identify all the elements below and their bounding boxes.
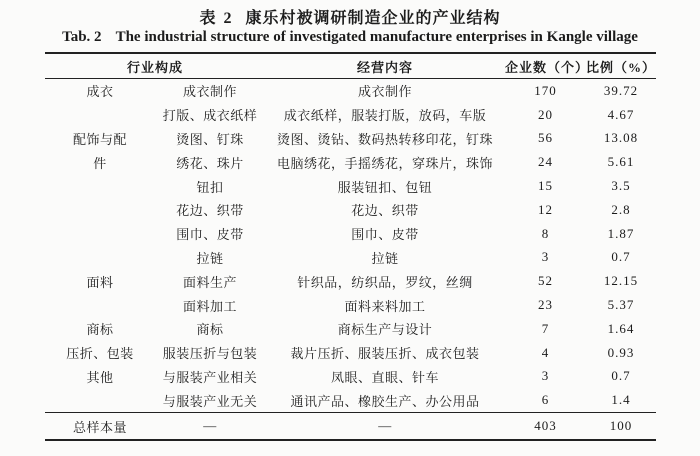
table-number-zh: 表 2	[199, 10, 234, 27]
cell-sub: 打版、成衣纸样	[162, 108, 258, 124]
table-row	[45, 79, 656, 103]
cell-count: 3	[541, 368, 550, 384]
cell-content: 裁片压折、服装压折、成衣包装	[290, 346, 480, 362]
table-title-en	[0, 29, 700, 46]
total-ratio: 100	[609, 418, 633, 434]
table-row	[45, 150, 656, 174]
table-row	[45, 127, 656, 151]
cell-ratio: 1.64	[607, 320, 635, 336]
cell-count: 56	[538, 130, 553, 146]
cell-category: 商标	[86, 322, 114, 338]
table-row	[45, 269, 656, 293]
col-header-ratio: 比例（%）	[586, 59, 657, 75]
cell-content: 花边、织带	[351, 203, 419, 219]
cell-sub: 商标	[196, 322, 224, 338]
table-row	[45, 103, 656, 127]
cell-content: 成衣纸样，服装打版，放码，车版	[283, 108, 487, 124]
table-row	[45, 365, 656, 389]
cell-category: 其他	[86, 369, 114, 385]
cell-sub: 花边、织带	[176, 203, 244, 219]
table-row	[45, 174, 656, 198]
cell-count: 7	[541, 320, 550, 336]
cell-count: 4	[541, 344, 550, 360]
cell-ratio: 0.7	[611, 249, 631, 265]
cell-sub: 围巾、皮带	[176, 227, 244, 243]
table-row	[45, 341, 656, 365]
cell-sub: 成衣制作	[182, 84, 237, 100]
cell-count: 3	[541, 249, 550, 265]
cell-ratio: 13.08	[603, 130, 639, 146]
cell-sub: 拉链	[196, 250, 224, 266]
cell-sub: 钮扣	[196, 179, 224, 195]
col-header-content: 经营内容	[356, 59, 413, 75]
cell-ratio: 3.5	[611, 178, 631, 194]
cell-content: 拉链	[371, 250, 399, 266]
cell-sub: 与服装产业无关	[162, 393, 258, 409]
cell-category: 件	[93, 155, 107, 171]
cell-count: 24	[538, 154, 553, 170]
total-label: 总样本量	[72, 419, 127, 435]
col-header-count: 企业数（个）	[505, 59, 590, 75]
table-row	[45, 198, 656, 222]
cell-sub: 面料加工	[182, 298, 237, 314]
cell-ratio: 4.67	[607, 106, 635, 122]
cell-content: 面料来料加工	[344, 298, 426, 314]
cell-count: 20	[538, 106, 553, 122]
cell-count: 12	[538, 201, 553, 217]
cell-content: 通讯产品、橡胶生产、办公用品	[290, 393, 480, 409]
cell-count: 15	[538, 178, 553, 194]
cell-category: 配饰与配	[72, 131, 127, 147]
table-row	[45, 388, 656, 412]
cell-content: 围巾、皮带	[351, 227, 419, 243]
table-row	[45, 246, 656, 270]
table-header-row	[45, 54, 656, 79]
cell-content: 凤眼、直眼、针车	[330, 369, 439, 385]
table-row	[45, 222, 656, 246]
total-row	[45, 412, 656, 439]
col-header-industry: 行业构成	[126, 59, 183, 75]
cell-content: 商标生产与设计	[337, 322, 433, 338]
total-count: 403	[534, 418, 557, 434]
cell-category: 压折、包装	[66, 346, 134, 362]
table-row	[45, 317, 656, 341]
industry-structure-table	[45, 52, 656, 441]
cell-count: 23	[538, 297, 553, 313]
cell-category: 成衣	[86, 84, 114, 100]
cell-content: 电脑绣花，手摇绣花，穿珠片，珠饰	[276, 155, 493, 171]
table-title-zh	[0, 5, 700, 28]
cell-count: 170	[534, 82, 557, 98]
table-caption-zh: 康乐村被调研制造企业的产业结构	[245, 10, 501, 27]
table-caption-en: The industrial structure of investigated manufacture enterprises in Kangle village	[115, 29, 638, 45]
cell-ratio: 0.7	[611, 368, 631, 384]
cell-ratio: 0.93	[607, 344, 635, 360]
cell-ratio: 39.72	[603, 82, 639, 98]
cell-sub: 服装压折与包装	[162, 346, 258, 362]
cell-content: 成衣制作	[357, 84, 412, 100]
total-content-dash: —	[378, 418, 392, 434]
cell-ratio: 1.4	[611, 392, 631, 408]
cell-sub: 烫图、钉珠	[176, 131, 244, 147]
cell-sub: 面料生产	[182, 274, 237, 290]
table-body	[45, 79, 656, 412]
table-number-en: Tab. 2	[62, 29, 102, 45]
cell-sub: 与服装产业相关	[162, 369, 258, 385]
cell-ratio: 1.87	[607, 225, 635, 241]
cell-count: 52	[538, 273, 553, 289]
cell-content: 服装钮扣、包钮	[337, 179, 433, 195]
table-row	[45, 293, 656, 317]
cell-category: 面料	[86, 274, 114, 290]
cell-sub: 绣花、珠片	[176, 155, 244, 171]
cell-ratio: 2.8	[611, 201, 631, 217]
cell-content: 针织品，纺织品，罗纹，丝绸	[297, 274, 473, 290]
cell-count: 6	[541, 392, 550, 408]
cell-ratio: 5.37	[607, 297, 635, 313]
total-sub-dash: —	[203, 418, 217, 434]
cell-ratio: 12.15	[603, 273, 639, 289]
cell-ratio: 5.61	[607, 154, 635, 170]
cell-count: 8	[541, 225, 550, 241]
cell-content: 烫图、烫钻、数码热转移印花，钉珠	[276, 131, 493, 147]
